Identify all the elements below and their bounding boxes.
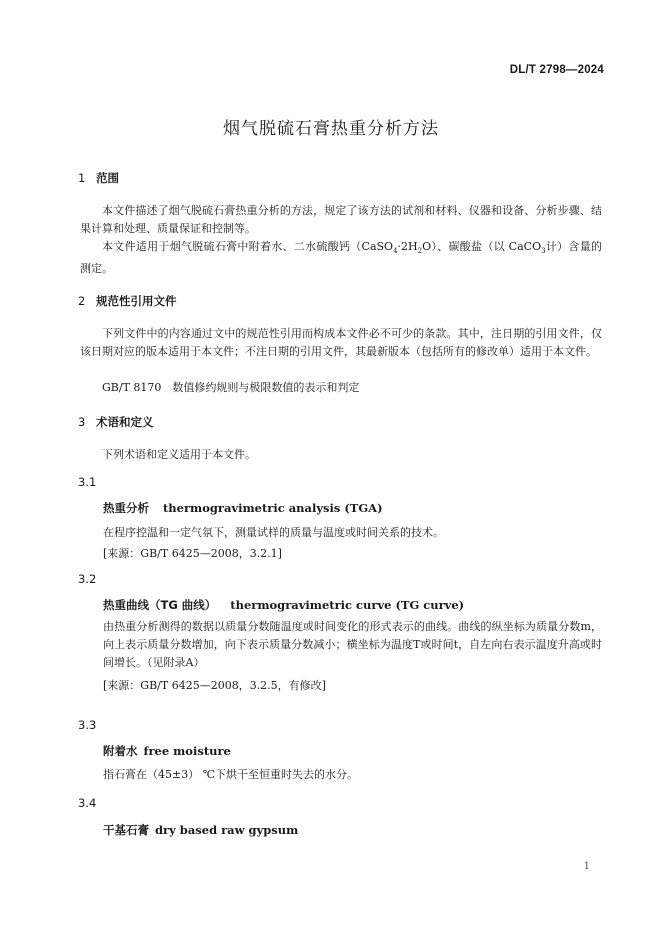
section-number: 2 (78, 294, 86, 308)
section-title: 范围 (96, 171, 119, 185)
section-1-paragraph-1: 本文件描述了烟气脱硫石膏热重分析的方法，规定了该方法的试剂和材料、仪器和设备、分析步骤、结果计算和处理、质量保证和控制等。 (80, 204, 602, 235)
term-3-3-definition: 指石膏在（45±3） ℃下烘干至恒重时失去的水分。 (103, 768, 359, 781)
section-1-paragraph-2 (80, 238, 602, 278)
term-en: thermogravimetric analysis (TGA) (163, 501, 383, 515)
subscript: 4 (393, 247, 398, 256)
term-number: 3.2 (78, 572, 97, 586)
term-number: 3.4 (78, 796, 97, 810)
term-3-1 (103, 500, 383, 516)
term-3-3 (103, 743, 231, 759)
section-title: 术语和定义 (96, 415, 154, 429)
section-3-heading (78, 414, 154, 430)
text-run: 计）含量的测定。 (80, 240, 603, 276)
term-zh: 干基石膏 (103, 823, 149, 837)
page-number: 1 (583, 861, 590, 872)
text-run: O）、碳酸盐（以 CaCO (422, 240, 542, 253)
term-en: dry based raw gypsum (155, 823, 299, 837)
term-en: free moisture (143, 744, 231, 758)
section-1-heading (78, 170, 119, 186)
term-3-1-definition: 在程序控温和一定气氛下，测量试样的质量与温度或时间关系的技术。 (103, 526, 444, 539)
section-title: 规范性引用文件 (96, 294, 177, 308)
term-zh: 热重分析 (103, 501, 149, 515)
document-title: 烟气脱硫石膏热重分析方法 (223, 119, 439, 139)
standard-code: DL/T 2798—2024 (509, 64, 604, 76)
term-zh: 热重曲线（TG 曲线） (103, 598, 217, 612)
normative-reference: GB/T 8170 数值修约规则与极限数值的表示和判定 (102, 381, 360, 394)
term-3-4 (103, 822, 298, 838)
term-number: 3.3 (78, 718, 97, 732)
subscript: 3 (541, 247, 546, 256)
term-number: 3.1 (78, 475, 97, 489)
term-zh: 附着水 (103, 744, 138, 758)
term-3-1-source: [来源：GB/T 6425—2008，3.2.1] (103, 547, 282, 560)
term-3-2 (103, 597, 464, 613)
section-3-intro: 下列术语和定义适用于本文件。 (102, 448, 256, 461)
subscript: 2 (417, 247, 423, 256)
text-run: 本文件适用于烟气脱硫石膏中附着水、二水硫酸钙（CaSO (102, 240, 394, 253)
section-number: 1 (78, 171, 86, 185)
text-run: ·2H (397, 240, 418, 253)
term-en: thermogravimetric curve (TG curve) (230, 598, 465, 612)
section-2-paragraph: 下列文件中的内容通过文中的规范性引用而构成本文件必不可少的条款。其中，注日期的引用文件，仅该日期对应的版本适用于本文件；不注日期的引用文件，其最新版本（包括所有的修改单）适用于本文件。 (80, 327, 602, 358)
section-2-heading (78, 293, 177, 309)
section-number: 3 (78, 415, 86, 429)
term-3-2-source: [来源：GB/T 6425—2008，3.2.5，有修改] (103, 679, 326, 692)
term-3-2-definition: 由热重分析测得的数据以质量分数随温度或时间变化的形式表示的曲线。曲线的纵坐标为质量分数m，向上表示质量分数增加，向下表示质量分数减小；横坐标为温度T或时间t，自左向右表示温度升高或时间增长。（见附录A） (103, 620, 602, 669)
